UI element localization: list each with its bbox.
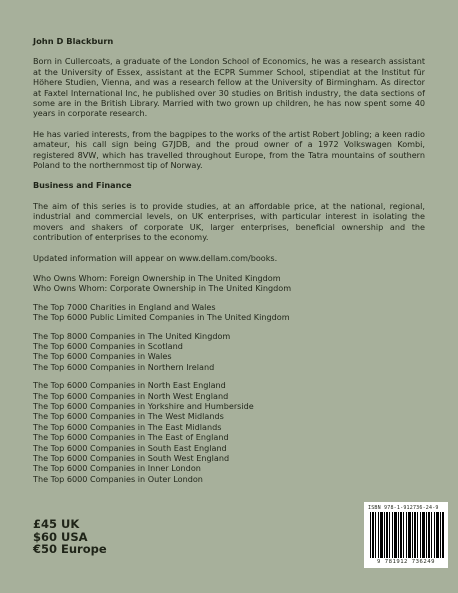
book-title: The Top 6000 Companies in The East Midlands <box>33 421 222 432</box>
price-uk: £45 UK <box>33 517 80 531</box>
book-title: The Top 6000 Companies in Yorkshire and Humberside <box>33 400 254 411</box>
price-usa: $60 USA <box>33 529 88 544</box>
book-title: The Top 6000 Companies in Northern Ireland <box>33 361 215 372</box>
barcode-digits: 9 781912 736249 <box>376 559 436 565</box>
book-list-ownership <box>33 273 425 294</box>
book-title: The Top 6000 Public Limited Companies in The United Kingdom <box>33 312 290 323</box>
author-name: John D Blackburn <box>33 36 114 46</box>
book-title: Who Owns Whom: Foreign Ownership in The United Kingdom <box>33 272 281 283</box>
book-title: The Top 6000 Companies in Inner London <box>33 463 201 474</box>
book-list-regions <box>33 380 425 484</box>
book-title: Who Owns Whom: Corporate Ownership in The United Kingdom <box>33 283 292 294</box>
book-title: The Top 6000 Companies in Outer London <box>33 473 203 484</box>
book-title: The Top 6000 Companies in South East England <box>33 442 227 453</box>
book-list-nations <box>33 331 425 373</box>
isbn-label: ISBN 978-1-912736-24-9 <box>368 505 439 511</box>
series-description: The aim of this series is to provide studies, at an affordable price, at the national, regional, industrial and commercial levels, on UK enterprises, with particular interest in isolating the movers and shakers of corporate UK, larger enterprises, beneficial ownership and the contribution of enterprises to the economy. <box>33 200 425 243</box>
book-list-charities-plc <box>33 302 425 323</box>
series-title: Business and Finance <box>33 180 132 191</box>
book-title: The Top 6000 Companies in Wales <box>33 351 172 362</box>
book-title: The Top 7000 Charities in England and Wales <box>33 301 216 312</box>
book-title: The Top 8000 Companies in The United Kingdom <box>33 330 231 341</box>
book-title: The Top 6000 Companies in South West England <box>33 453 230 463</box>
book-title: The Top 6000 Companies in Scotland <box>33 340 183 351</box>
book-title: The Top 6000 Companies in The East of England <box>33 432 229 443</box>
price-block <box>33 518 107 556</box>
series-updates: Updated information will appear on www.dellam.com/books. <box>33 252 278 263</box>
cover-text <box>33 36 425 492</box>
author-interests: He has varied interests, from the bagpipes to the works of the artist Robert Jobling; a keen radio amateur, his call sign being G7JDB, and the proud owner of a 1972 Volkswagen Kombi, registered 8VW, which has travelled throughout Europe, from the Tatra mountains of southern Poland to the northernmost tip of Norway. <box>33 128 425 171</box>
author-bio: Born in Cullercoats, a graduate of the London School of Economics, he was a research assistant at the University of Essex, assistant at the ECPR Summer School, stipendiat at the Institut für Höhere Studien, Vienna, and was a research fellow at the University of Birmingham. As director at Faxtel International Inc, he published over 30 studies on British industry, the data sections of some are in the British Library. Married with two grown up children, he has now spent some 40 years in corporate research. <box>33 56 425 119</box>
book-title: The Top 6000 Companies in North West England <box>33 390 229 401</box>
price-europe: €50 Europe <box>33 542 107 556</box>
barcode-bars-icon <box>370 512 444 558</box>
book-title: The Top 6000 Companies in North East England <box>33 380 226 391</box>
book-title: The Top 6000 Companies in The West Midlands <box>33 411 224 422</box>
isbn-barcode <box>364 502 448 568</box>
